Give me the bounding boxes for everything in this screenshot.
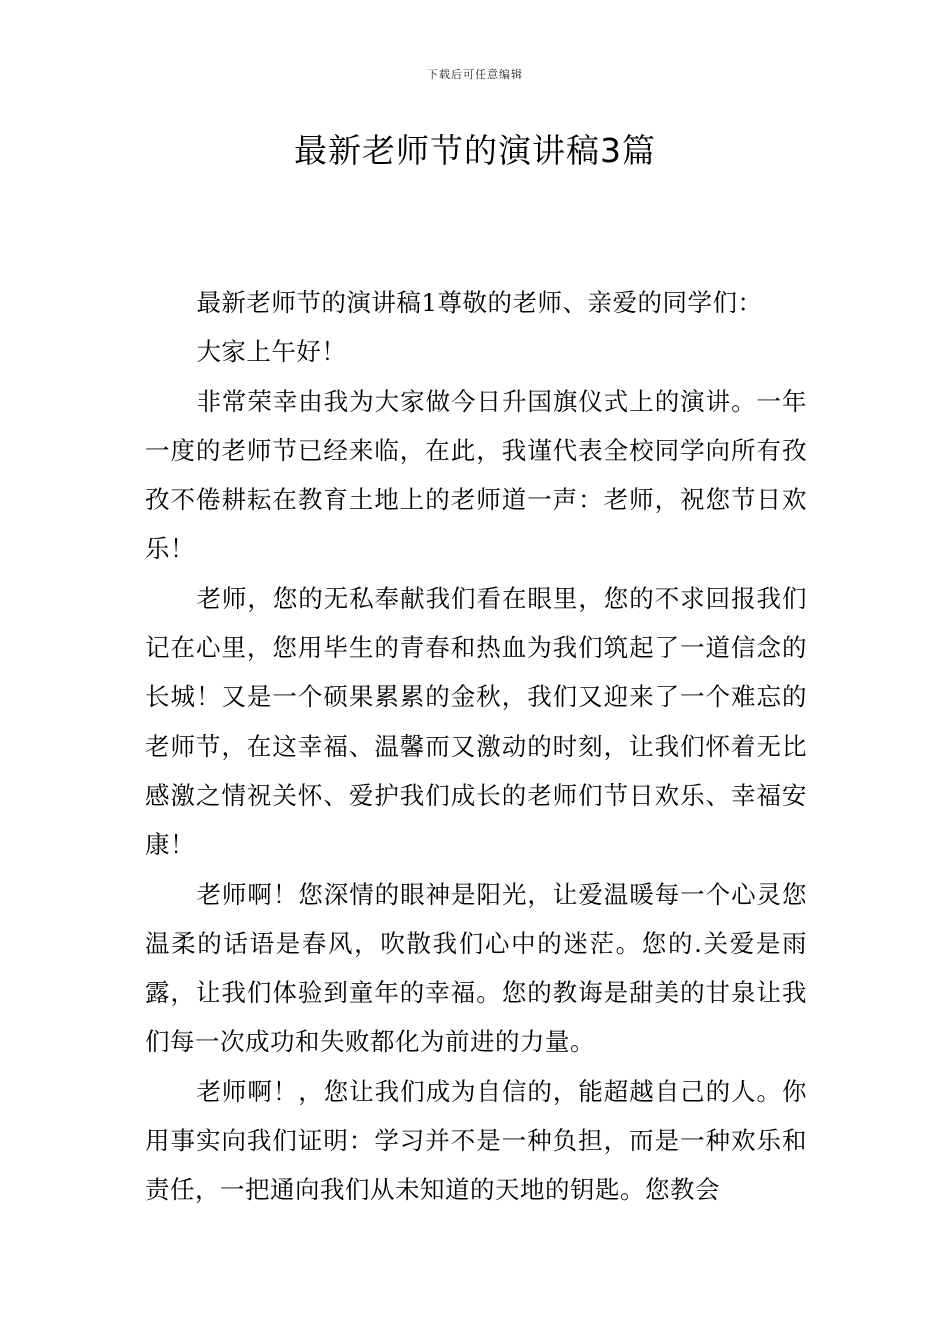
paragraph-4: 老师，您的无私奉献我们看在眼里，您的不求回报我们记在心里，您用毕生的青春和热血为我们筑起了一道信念的长城！又是一个硕果累累的金秋，我们又迎来了一个难忘的老师节，在这幸福、温馨而又激动的时刻，让我们怀着无比感激之情祝关怀、爱护我们成长的老师们节日欢乐、幸福安康！ [145, 583, 807, 860]
paragraph-2: 大家上午好！ [196, 337, 347, 367]
header-note: 下载后可任意编辑 [427, 68, 523, 81]
paragraph-5: 老师啊！您深情的眼神是阳光，让爱温暖每一个心灵您温柔的话语是春风，吹散我们心中的迷茫。您的.关爱是雨露，让我们体验到童年的幸福。您的教诲是甜美的甘泉让我们每一次成功和失败都化为前进的力量。 [145, 879, 807, 1057]
paragraph-3: 非常荣幸由我为大家做今日升国旗仪式上的演讲。一年一度的老师节已经来临，在此，我谨代表全校同学向所有孜孜不倦耕耘在教育土地上的老师道一声：老师，祝您节日欢乐！ [145, 386, 807, 564]
paragraph-6: 老师啊！，您让我们成为自信的，能超越自己的人。你用事实向我们证明：学习并不是一种负担，而是一种欢乐和责任，一把通向我们从未知道的天地的钥匙。您教会 [145, 1076, 807, 1205]
document-body [145, 278, 807, 1215]
document-title: 最新老师节的演讲稿3篇 [294, 131, 656, 170]
paragraph-1: 最新老师节的演讲稿1尊敬的老师、亲爱的同学们： [196, 288, 763, 317]
